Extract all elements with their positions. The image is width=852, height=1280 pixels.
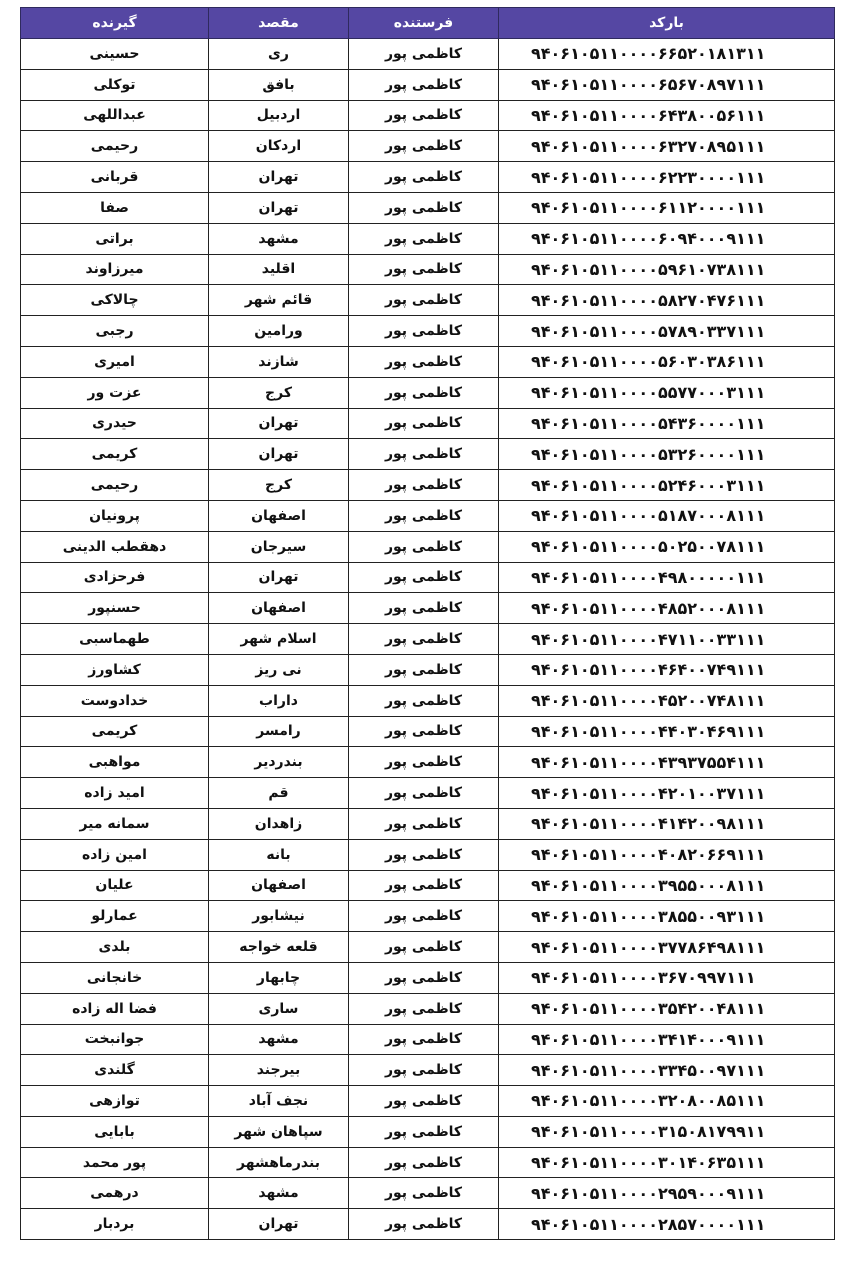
destination-cell: اصفهان: [209, 500, 349, 531]
sender-cell: کاظمی پور: [349, 1209, 499, 1240]
table-row: [21, 408, 835, 439]
destination-cell: اصفهان: [209, 593, 349, 624]
recipient-cell: کریمی: [21, 439, 209, 470]
table-row: [21, 747, 835, 778]
table-row: [21, 1086, 835, 1117]
barcode-cell: ۹۴۰۶۱۰۵۱۱۰۰۰۰۳۳۴۵۰۰۹۷۱۱۱: [499, 1055, 835, 1086]
recipient-cell: درهمی: [21, 1178, 209, 1209]
sender-cell: کاظمی پور: [349, 500, 499, 531]
sender-cell: کاظمی پور: [349, 192, 499, 223]
destination-cell: سیرجان: [209, 531, 349, 562]
table-row: [21, 69, 835, 100]
barcode-cell: ۹۴۰۶۱۰۵۱۱۰۰۰۰۵۱۸۷۰۰۰۸۱۱۱: [499, 500, 835, 531]
table-row: [21, 808, 835, 839]
sender-cell: کاظمی پور: [349, 932, 499, 963]
sender-cell: کاظمی پور: [349, 624, 499, 655]
recipient-cell: قربانی: [21, 162, 209, 193]
recipient-cell: بابایی: [21, 1116, 209, 1147]
table-row: [21, 870, 835, 901]
sender-cell: کاظمی پور: [349, 162, 499, 193]
recipient-cell: جوانبخت: [21, 1024, 209, 1055]
table-row: [21, 624, 835, 655]
barcode-cell: ۹۴۰۶۱۰۵۱۱۰۰۰۰۳۵۴۲۰۰۴۸۱۱۱: [499, 993, 835, 1024]
recipient-cell: بلدی: [21, 932, 209, 963]
destination-cell: اردبیل: [209, 100, 349, 131]
sender-cell: کاظمی پور: [349, 39, 499, 70]
destination-cell: نیشابور: [209, 901, 349, 932]
table-row: [21, 1116, 835, 1147]
recipient-cell: حسینی: [21, 39, 209, 70]
barcode-cell: ۹۴۰۶۱۰۵۱۱۰۰۰۰۵۵۷۷۰۰۰۳۱۱۱: [499, 377, 835, 408]
table-row: [21, 962, 835, 993]
sender-cell: کاظمی پور: [349, 716, 499, 747]
destination-cell: مشهد: [209, 1024, 349, 1055]
barcode-cell: ۹۴۰۶۱۰۵۱۱۰۰۰۰۳۰۱۴۰۶۳۵۱۱۱: [499, 1147, 835, 1178]
table-row: [21, 1178, 835, 1209]
sender-cell: کاظمی پور: [349, 100, 499, 131]
barcode-cell: ۹۴۰۶۱۰۵۱۱۰۰۰۰۶۰۹۴۰۰۰۹۱۱۱: [499, 223, 835, 254]
sender-cell: کاظمی پور: [349, 654, 499, 685]
destination-cell: چابهار: [209, 962, 349, 993]
barcode-cell: ۹۴۰۶۱۰۵۱۱۰۰۰۰۶۱۱۲۰۰۰۰۱۱۱: [499, 192, 835, 223]
barcode-cell: ۹۴۰۶۱۰۵۱۱۰۰۰۰۳۸۵۵۰۰۹۳۱۱۱: [499, 901, 835, 932]
sender-cell: کاظمی پور: [349, 593, 499, 624]
table-row: [21, 778, 835, 809]
destination-cell: تهران: [209, 162, 349, 193]
barcode-cell: ۹۴۰۶۱۰۵۱۱۰۰۰۰۴۸۵۲۰۰۰۸۱۱۱: [499, 593, 835, 624]
destination-cell: تهران: [209, 562, 349, 593]
recipient-cell: صفا: [21, 192, 209, 223]
destination-cell: اسلام شهر: [209, 624, 349, 655]
table-row: [21, 901, 835, 932]
barcode-cell: ۹۴۰۶۱۰۵۱۱۰۰۰۰۳۲۰۸۰۰۸۵۱۱۱: [499, 1086, 835, 1117]
recipient-cell: امید زاده: [21, 778, 209, 809]
sender-cell: کاظمی پور: [349, 685, 499, 716]
sender-cell: کاظمی پور: [349, 223, 499, 254]
table-row: [21, 1024, 835, 1055]
table-row: [21, 562, 835, 593]
recipient-cell: پور محمد: [21, 1147, 209, 1178]
table-row: [21, 531, 835, 562]
recipient-cell: رجبی: [21, 316, 209, 347]
sender-cell: کاظمی پور: [349, 562, 499, 593]
destination-cell: بانه: [209, 839, 349, 870]
recipient-cell: امیری: [21, 346, 209, 377]
destination-cell: تهران: [209, 1209, 349, 1240]
shipment-table: [20, 7, 835, 1240]
recipient-cell: خدادوست: [21, 685, 209, 716]
destination-cell: ورامین: [209, 316, 349, 347]
destination-cell: قائم شهر: [209, 285, 349, 316]
barcode-cell: ۹۴۰۶۱۰۵۱۱۰۰۰۰۲۸۵۷۰۰۰۰۱۱۱: [499, 1209, 835, 1240]
sender-cell: کاظمی پور: [349, 870, 499, 901]
barcode-cell: ۹۴۰۶۱۰۵۱۱۰۰۰۰۶۳۲۷۰۸۹۵۱۱۱: [499, 131, 835, 162]
sender-cell: کاظمی پور: [349, 131, 499, 162]
recipient-cell: فضا اله زاده: [21, 993, 209, 1024]
table-row: [21, 346, 835, 377]
recipient-cell: کشاورز: [21, 654, 209, 685]
barcode-cell: ۹۴۰۶۱۰۵۱۱۰۰۰۰۴۶۴۰۰۷۴۹۱۱۱: [499, 654, 835, 685]
recipient-cell: پرونیان: [21, 500, 209, 531]
recipient-cell: خانجانی: [21, 962, 209, 993]
destination-cell: سپاهان شهر: [209, 1116, 349, 1147]
barcode-cell: ۹۴۰۶۱۰۵۱۱۰۰۰۰۶۲۲۳۰۰۰۰۱۱۱: [499, 162, 835, 193]
barcode-cell: ۹۴۰۶۱۰۵۱۱۰۰۰۰۴۴۰۳۰۴۶۹۱۱۱: [499, 716, 835, 747]
recipient-cell: حیدری: [21, 408, 209, 439]
barcode-cell: ۹۴۰۶۱۰۵۱۱۰۰۰۰۴۳۹۳۷۵۵۴۱۱۱: [499, 747, 835, 778]
header-destination: مقصد: [209, 8, 349, 39]
recipient-cell: عمارلو: [21, 901, 209, 932]
destination-cell: ری: [209, 39, 349, 70]
destination-cell: تهران: [209, 192, 349, 223]
table-row: [21, 439, 835, 470]
sender-cell: کاظمی پور: [349, 285, 499, 316]
barcode-cell: ۹۴۰۶۱۰۵۱۱۰۰۰۰۴۹۸۰۰۰۰۰۱۱۱: [499, 562, 835, 593]
recipient-cell: طهماسبی: [21, 624, 209, 655]
recipient-cell: سمانه میر: [21, 808, 209, 839]
sender-cell: کاظمی پور: [349, 1178, 499, 1209]
recipient-cell: کریمی: [21, 716, 209, 747]
sender-cell: کاظمی پور: [349, 470, 499, 501]
recipient-cell: فرحزادی: [21, 562, 209, 593]
barcode-cell: ۹۴۰۶۱۰۵۱۱۰۰۰۰۳۴۱۴۰۰۰۹۱۱۱: [499, 1024, 835, 1055]
barcode-cell: ۹۴۰۶۱۰۵۱۱۰۰۰۰۵۴۳۶۰۰۰۰۱۱۱: [499, 408, 835, 439]
recipient-cell: حسنپور: [21, 593, 209, 624]
barcode-cell: ۹۴۰۶۱۰۵۱۱۰۰۰۰۶۵۶۷۰۸۹۷۱۱۱: [499, 69, 835, 100]
barcode-cell: ۹۴۰۶۱۰۵۱۱۰۰۰۰۵۶۰۳۰۳۸۶۱۱۱: [499, 346, 835, 377]
barcode-cell: ۹۴۰۶۱۰۵۱۱۰۰۰۰۳۹۵۵۰۰۰۸۱۱۱: [499, 870, 835, 901]
sender-cell: کاظمی پور: [349, 1147, 499, 1178]
recipient-cell: امین زاده: [21, 839, 209, 870]
destination-cell: بندردیر: [209, 747, 349, 778]
sender-cell: کاظمی پور: [349, 747, 499, 778]
barcode-cell: ۹۴۰۶۱۰۵۱۱۰۰۰۰۵۳۲۶۰۰۰۰۱۱۱: [499, 439, 835, 470]
destination-cell: داراب: [209, 685, 349, 716]
header-sender: فرستنده: [349, 8, 499, 39]
barcode-cell: ۹۴۰۶۱۰۵۱۱۰۰۰۰۴۱۴۲۰۰۹۸۱۱۱: [499, 808, 835, 839]
destination-cell: زاهدان: [209, 808, 349, 839]
table-row: [21, 254, 835, 285]
sender-cell: کاظمی پور: [349, 1024, 499, 1055]
table-row: [21, 192, 835, 223]
barcode-cell: ۹۴۰۶۱۰۵۱۱۰۰۰۰۵۷۸۹۰۳۳۷۱۱۱: [499, 316, 835, 347]
barcode-cell: ۹۴۰۶۱۰۵۱۱۰۰۰۰۴۷۱۱۰۰۳۳۱۱۱: [499, 624, 835, 655]
destination-cell: اقلید: [209, 254, 349, 285]
sender-cell: کاظمی پور: [349, 1086, 499, 1117]
barcode-cell: ۹۴۰۶۱۰۵۱۱۰۰۰۰۴۵۲۰۰۷۴۸۱۱۱: [499, 685, 835, 716]
sender-cell: کاظمی پور: [349, 531, 499, 562]
recipient-cell: عبداللهی: [21, 100, 209, 131]
destination-cell: تهران: [209, 439, 349, 470]
sender-cell: کاظمی پور: [349, 69, 499, 100]
table-row: [21, 285, 835, 316]
recipient-cell: بردبار: [21, 1209, 209, 1240]
shipment-sheet: [20, 7, 834, 1240]
table-row: [21, 654, 835, 685]
header-recipient: گیرنده: [21, 8, 209, 39]
table-row: [21, 377, 835, 408]
destination-cell: نجف آباد: [209, 1086, 349, 1117]
sender-cell: کاظمی پور: [349, 439, 499, 470]
barcode-cell: ۹۴۰۶۱۰۵۱۱۰۰۰۰۵۹۶۱۰۷۳۸۱۱۱: [499, 254, 835, 285]
barcode-cell: ۹۴۰۶۱۰۵۱۱۰۰۰۰۶۶۵۲۰۱۸۱۳۱۱: [499, 39, 835, 70]
barcode-cell: ۹۴۰۶۱۰۵۱۱۰۰۰۰۲۹۵۹۰۰۰۹۱۱۱: [499, 1178, 835, 1209]
table-row: [21, 100, 835, 131]
header-row: [21, 8, 835, 39]
barcode-cell: ۹۴۰۶۱۰۵۱۱۰۰۰۰۴۲۰۱۰۰۳۷۱۱۱: [499, 778, 835, 809]
table-row: [21, 1209, 835, 1240]
table-row: [21, 316, 835, 347]
sender-cell: کاظمی پور: [349, 993, 499, 1024]
recipient-cell: میرزاوند: [21, 254, 209, 285]
table-row: [21, 500, 835, 531]
destination-cell: ساری: [209, 993, 349, 1024]
sender-cell: کاظمی پور: [349, 316, 499, 347]
sender-cell: کاظمی پور: [349, 839, 499, 870]
barcode-cell: ۹۴۰۶۱۰۵۱۱۰۰۰۰۳۱۵۰۸۱۷۹۹۱۱: [499, 1116, 835, 1147]
destination-cell: کرج: [209, 377, 349, 408]
recipient-cell: رحیمی: [21, 131, 209, 162]
table-row: [21, 716, 835, 747]
sender-cell: کاظمی پور: [349, 901, 499, 932]
table-body: [21, 39, 835, 1240]
recipient-cell: گلندی: [21, 1055, 209, 1086]
sender-cell: کاظمی پور: [349, 808, 499, 839]
table-row: [21, 131, 835, 162]
destination-cell: مشهد: [209, 1178, 349, 1209]
destination-cell: اصفهان: [209, 870, 349, 901]
destination-cell: کرج: [209, 470, 349, 501]
barcode-cell: ۹۴۰۶۱۰۵۱۱۰۰۰۰۴۰۸۲۰۶۶۹۱۱۱: [499, 839, 835, 870]
destination-cell: مشهد: [209, 223, 349, 254]
destination-cell: رامسر: [209, 716, 349, 747]
destination-cell: بافق: [209, 69, 349, 100]
barcode-cell: ۹۴۰۶۱۰۵۱۱۰۰۰۰۳۷۷۸۶۴۹۸۱۱۱: [499, 932, 835, 963]
recipient-cell: دهقطب الدینی: [21, 531, 209, 562]
recipient-cell: علیان: [21, 870, 209, 901]
table-row: [21, 470, 835, 501]
sender-cell: کاظمی پور: [349, 346, 499, 377]
destination-cell: قلعه خواجه: [209, 932, 349, 963]
recipient-cell: براتی: [21, 223, 209, 254]
table-row: [21, 1147, 835, 1178]
sender-cell: کاظمی پور: [349, 778, 499, 809]
barcode-cell: ۹۴۰۶۱۰۵۱۱۰۰۰۰۵۸۲۷۰۴۷۶۱۱۱: [499, 285, 835, 316]
table-row: [21, 39, 835, 70]
sender-cell: کاظمی پور: [349, 254, 499, 285]
recipient-cell: عزت ور: [21, 377, 209, 408]
sender-cell: کاظمی پور: [349, 408, 499, 439]
destination-cell: تهران: [209, 408, 349, 439]
header-barcode: بارکد: [499, 8, 835, 39]
table-row: [21, 162, 835, 193]
barcode-cell: ۹۴۰۶۱۰۵۱۱۰۰۰۰۶۴۳۸۰۰۵۶۱۱۱: [499, 100, 835, 131]
destination-cell: قم: [209, 778, 349, 809]
sender-cell: کاظمی پور: [349, 1055, 499, 1086]
recipient-cell: مواهبی: [21, 747, 209, 778]
destination-cell: اردکان: [209, 131, 349, 162]
recipient-cell: چالاکی: [21, 285, 209, 316]
table-row: [21, 685, 835, 716]
table-row: [21, 932, 835, 963]
sender-cell: کاظمی پور: [349, 1116, 499, 1147]
table-row: [21, 839, 835, 870]
table-row: [21, 593, 835, 624]
barcode-cell: ۹۴۰۶۱۰۵۱۱۰۰۰۰۵۰۲۵۰۰۷۸۱۱۱: [499, 531, 835, 562]
table-row: [21, 993, 835, 1024]
sender-cell: کاظمی پور: [349, 962, 499, 993]
recipient-cell: توازهی: [21, 1086, 209, 1117]
sender-cell: کاظمی پور: [349, 377, 499, 408]
recipient-cell: توکلی: [21, 69, 209, 100]
destination-cell: بندرماهشهر: [209, 1147, 349, 1178]
table-row: [21, 223, 835, 254]
recipient-cell: رحیمی: [21, 470, 209, 501]
table-row: [21, 1055, 835, 1086]
destination-cell: بیرجند: [209, 1055, 349, 1086]
destination-cell: شازند: [209, 346, 349, 377]
barcode-cell: ۹۴۰۶۱۰۵۱۱۰۰۰۰۵۲۴۶۰۰۰۳۱۱۱: [499, 470, 835, 501]
barcode-cell: ۹۴۰۶۱۰۵۱۱۰۰۰۰۳۶۷۰۹۹۷۱۱۱: [499, 962, 835, 993]
destination-cell: نی ریز: [209, 654, 349, 685]
